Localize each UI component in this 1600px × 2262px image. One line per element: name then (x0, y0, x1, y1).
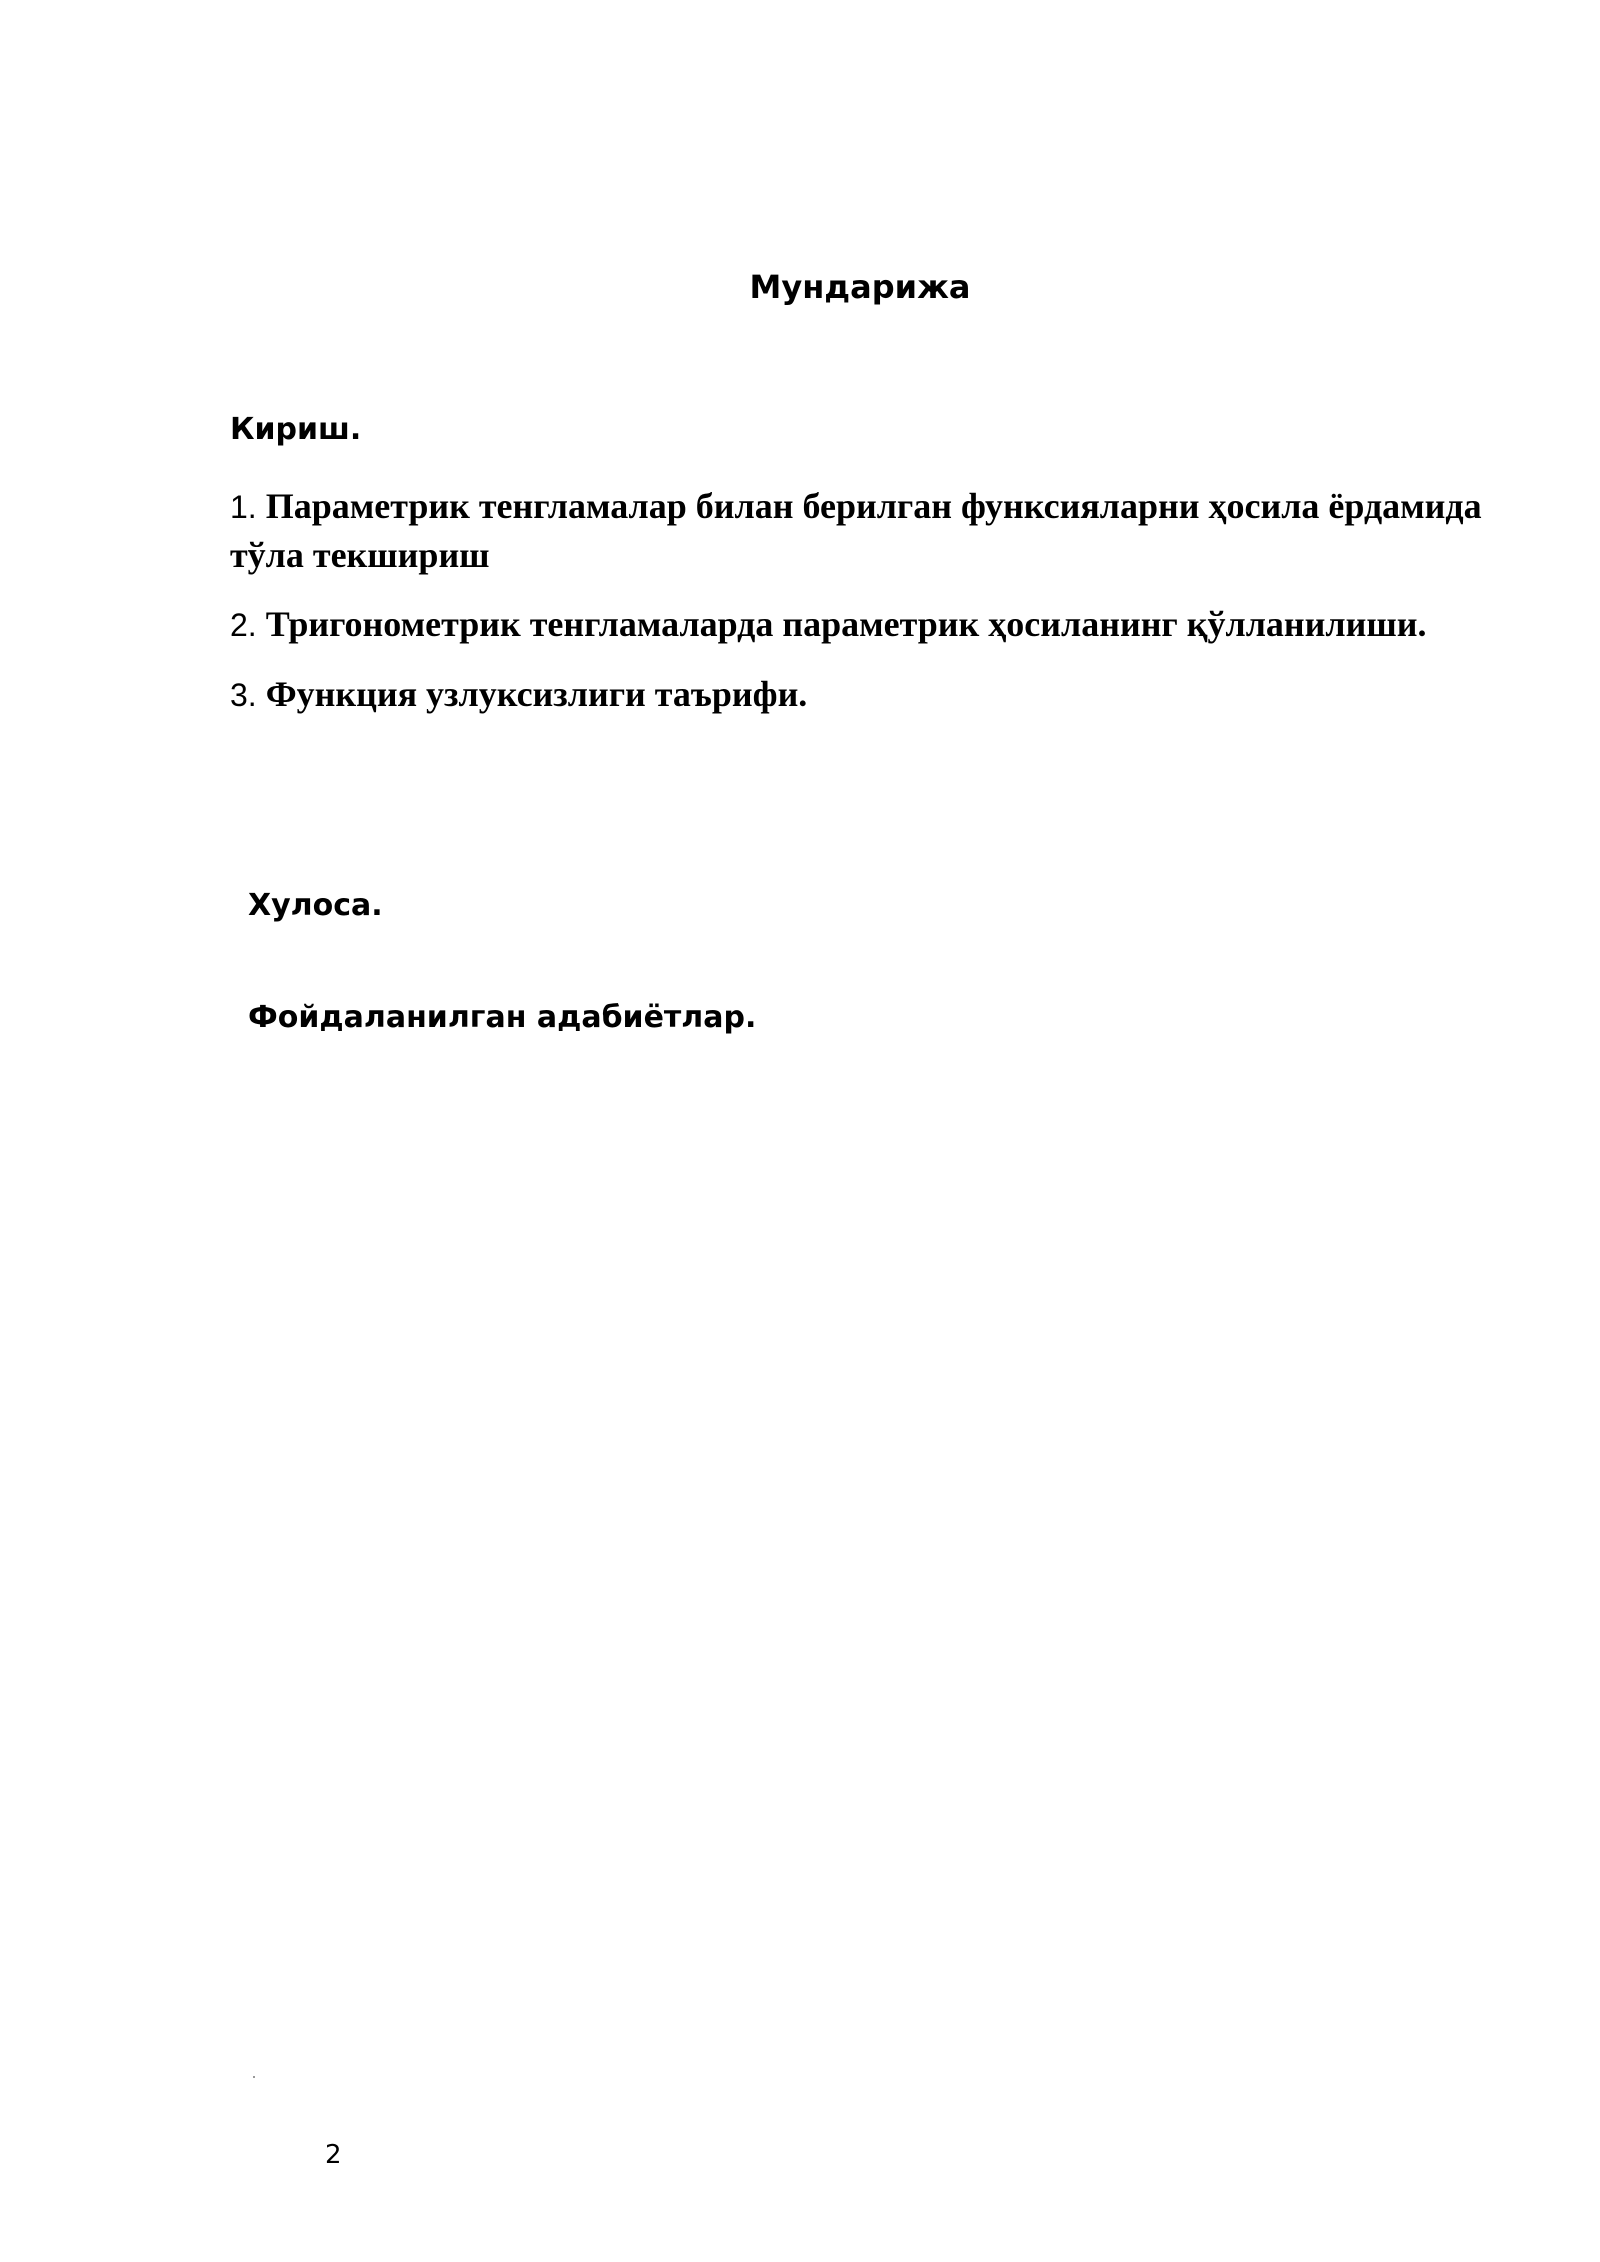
toc-references: Фойдаланилган адабиётлар. (248, 1000, 757, 1035)
toc-item-1 (230, 482, 1530, 579)
toc-conclusion: Хулоса. (248, 888, 383, 923)
toc-item-text: Тригонометрик тенгламаларда параметрик ҳосиланинг қўлланилиши. (265, 604, 1427, 644)
toc-item-number: 2. (230, 607, 257, 643)
toc-item-text: Параметрик тенгламалар билан берилган функсияларни ҳосила ёрдамида тўла текшириш (230, 486, 1482, 575)
toc-item-number: 3. (230, 677, 257, 713)
toc-item-3 (230, 670, 1530, 719)
page-title: Мундарижа (749, 268, 971, 306)
toc-item-2 (230, 600, 1530, 649)
toc-item-number: 1. (230, 489, 257, 525)
toc-intro: Кириш. (230, 412, 362, 447)
stray-dot-mark (253, 2076, 255, 2078)
toc-item-text: Функция узлуксизлиги таърифи. (265, 674, 808, 714)
page-number: 2 (325, 2140, 342, 2170)
